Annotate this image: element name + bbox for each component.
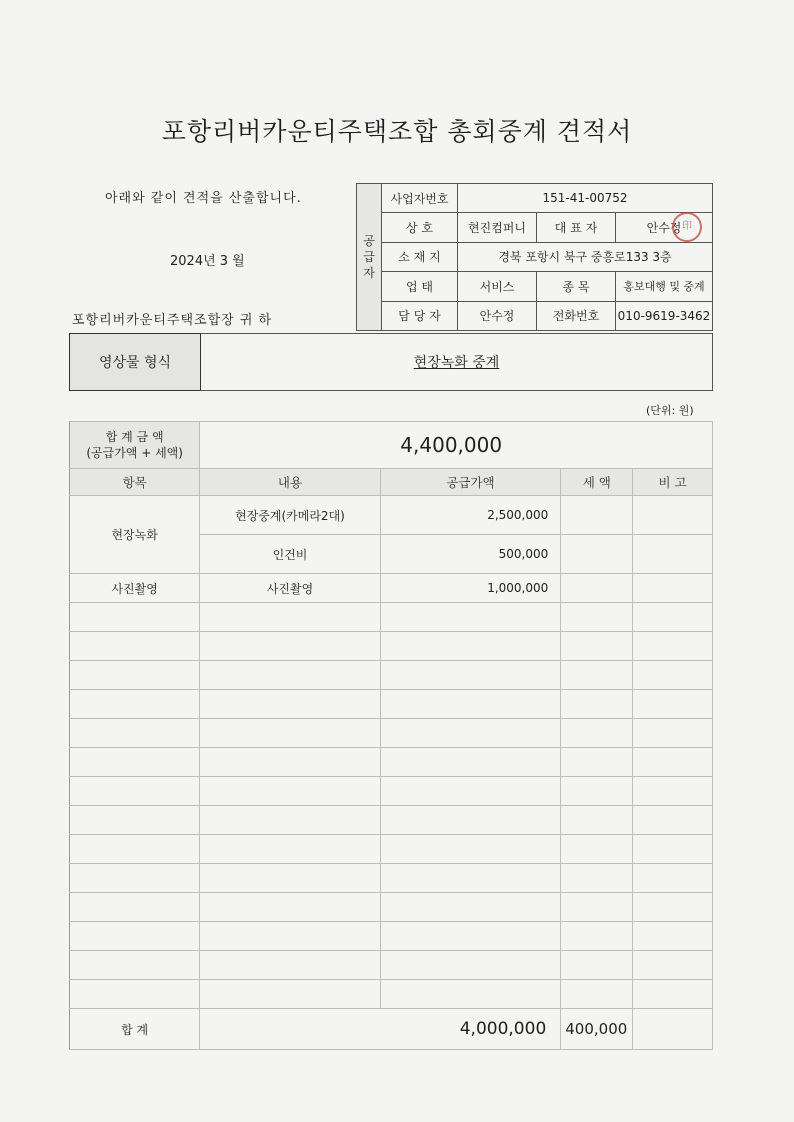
reg-value: 151-41-00752 bbox=[458, 184, 713, 213]
empty-row bbox=[70, 893, 713, 922]
issue-date: 2024년 3 월 bbox=[170, 254, 245, 269]
document-title: 포항리버카운티주택조합 총회중계 견적서 bbox=[161, 117, 633, 146]
empty-row bbox=[70, 719, 713, 748]
phone-value: 010-9619-3462 bbox=[616, 301, 713, 330]
table-row bbox=[70, 574, 713, 603]
row-content: 인건비 bbox=[200, 535, 380, 574]
table-header bbox=[70, 469, 713, 496]
header-item: 항목 bbox=[70, 469, 200, 496]
row-item: 현장녹화 bbox=[70, 496, 200, 574]
table-row bbox=[70, 496, 713, 535]
company-value: 현진컴퍼니 bbox=[458, 213, 537, 242]
ceo-value: 안수정 bbox=[616, 213, 713, 242]
sum-row bbox=[70, 1009, 713, 1050]
phone-label: 전화번호 bbox=[537, 301, 616, 330]
ceo-label: 대 표 자 bbox=[537, 213, 616, 242]
addressee: 포항리버카운티주택조합장 귀 하 bbox=[72, 313, 273, 328]
empty-row bbox=[70, 603, 713, 632]
company-label: 상 호 bbox=[382, 213, 458, 242]
format-table bbox=[69, 333, 713, 391]
sum-label: 합 계 bbox=[70, 1009, 200, 1050]
header-tax: 세 액 bbox=[561, 469, 633, 496]
empty-row bbox=[70, 864, 713, 893]
empty-row bbox=[70, 690, 713, 719]
biz-type-label: 업 태 bbox=[382, 272, 458, 301]
format-value: 현장녹화 중계 bbox=[201, 334, 713, 391]
empty-row bbox=[70, 661, 713, 690]
intro-text: 아래와 같이 견적을 산출합니다. bbox=[105, 191, 302, 206]
row-item: 사진촬영 bbox=[70, 574, 200, 603]
header-supply: 공급가액 bbox=[380, 469, 561, 496]
empty-row bbox=[70, 980, 713, 1009]
biz-item-value: 홍보대행 및 중계 bbox=[616, 272, 713, 301]
total-label: 합 계 금 액 (공급가액 + 세액) bbox=[70, 422, 200, 469]
supplier-table bbox=[356, 183, 713, 331]
estimate-table bbox=[69, 421, 713, 1050]
total-value: 4,400,000 bbox=[200, 422, 713, 469]
empty-row bbox=[70, 922, 713, 951]
row-content: 사진촬영 bbox=[200, 574, 380, 603]
unit-label: (단위: 원) bbox=[646, 404, 694, 417]
manager-label: 담 당 자 bbox=[382, 301, 458, 330]
row-supply: 1,000,000 bbox=[380, 574, 561, 603]
biz-type-value: 서비스 bbox=[458, 272, 537, 301]
empty-row bbox=[70, 835, 713, 864]
sum-tax: 400,000 bbox=[561, 1009, 633, 1050]
empty-row bbox=[70, 632, 713, 661]
format-label: 영상물 형식 bbox=[70, 334, 201, 391]
empty-row bbox=[70, 951, 713, 980]
empty-row bbox=[70, 748, 713, 777]
row-content: 현장중계(카메라2대) bbox=[200, 496, 380, 535]
empty-row bbox=[70, 806, 713, 835]
supplier-side-label: 공 급 자 bbox=[357, 184, 382, 331]
header-note: 비 고 bbox=[633, 469, 713, 496]
row-supply: 2,500,000 bbox=[380, 496, 561, 535]
empty-row bbox=[70, 777, 713, 806]
row-supply: 500,000 bbox=[380, 535, 561, 574]
address-label: 소 재 지 bbox=[382, 242, 458, 271]
reg-label: 사업자번호 bbox=[382, 184, 458, 213]
company-seal-icon: 印 bbox=[672, 212, 702, 242]
header-content: 내용 bbox=[200, 469, 380, 496]
address-value: 경북 포항시 북구 중흥로133 3층 bbox=[458, 242, 713, 271]
sum-supply: 4,000,000 bbox=[200, 1009, 561, 1050]
manager-value: 안수정 bbox=[458, 301, 537, 330]
biz-item-label: 종 목 bbox=[537, 272, 616, 301]
